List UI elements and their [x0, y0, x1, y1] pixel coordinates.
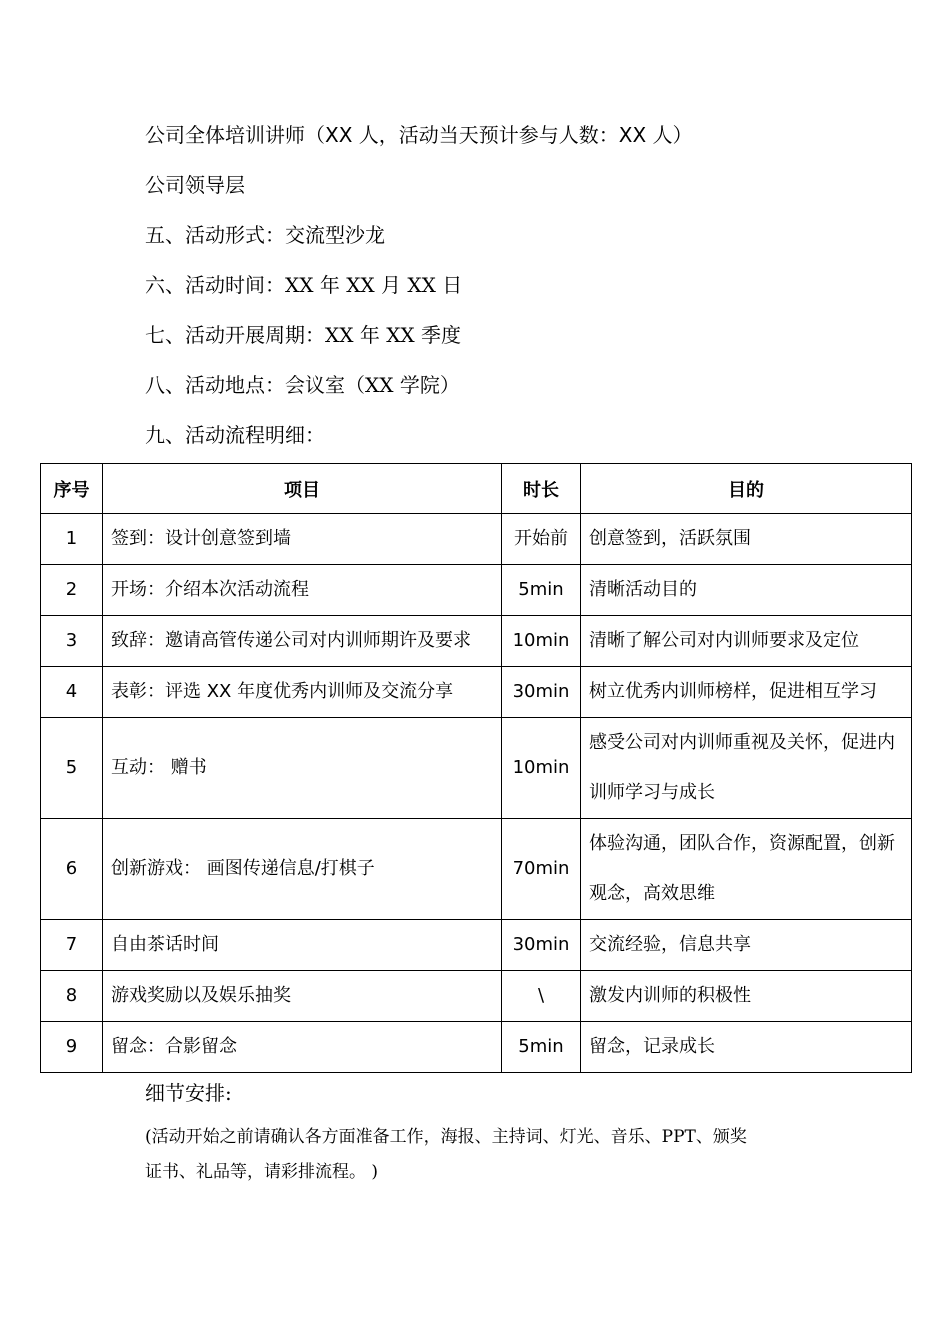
row-purpose: 清晰了解公司对内训师要求及定位: [581, 616, 912, 667]
row-num: 9: [41, 1022, 103, 1073]
row-num: 7: [41, 920, 103, 971]
row-num: 6: [41, 819, 103, 920]
row-num: 8: [41, 971, 103, 1022]
leaders-line: 公司领导层: [145, 173, 245, 197]
activity-time-line: 六、活动时间：XX 年 XX 月 XX 日: [145, 273, 463, 297]
row-num: 2: [41, 565, 103, 616]
row-item: 表彰：评选 XX 年度优秀内训师及交流分享: [103, 667, 502, 718]
table-row: [41, 667, 912, 718]
details-title: 细节安排:: [145, 1081, 232, 1105]
row-num: 1: [41, 514, 103, 565]
row-purpose: 交流经验，信息共享: [581, 920, 912, 971]
row-item: 开场：介绍本次活动流程: [103, 565, 502, 616]
row-purpose: 激发内训师的积极性: [581, 971, 912, 1022]
activity-location-line: 八、活动地点：会议室（XX 学院）: [145, 373, 460, 397]
table-row: [41, 920, 912, 971]
row-item: 自由茶话时间: [103, 920, 502, 971]
row-duration: \: [502, 971, 581, 1022]
table-header-row: [41, 464, 912, 514]
table-row: [41, 718, 912, 819]
trainers-line: 公司全体培训讲师（XX 人，活动当天预计参与人数：XX 人）: [145, 123, 693, 147]
flow-section-title: 九、活动流程明细：: [145, 423, 325, 447]
row-purpose: 留念，记录成长: [581, 1022, 912, 1073]
details-note-line-1: (活动开始之前请确认各方面准备工作，海报、主持词、灯光、音乐、PPT、颁奖: [145, 1127, 747, 1147]
row-duration: 10min: [502, 616, 581, 667]
activity-flow-table: [40, 463, 912, 1073]
row-num: 3: [41, 616, 103, 667]
header-item: 项目: [103, 464, 502, 514]
header-duration: 时长: [502, 464, 581, 514]
activity-form-line: 五、活动形式：交流型沙龙: [145, 223, 385, 247]
row-duration: 30min: [502, 920, 581, 971]
row-item: 游戏奖励以及娱乐抽奖: [103, 971, 502, 1022]
header-purpose: 目的: [581, 464, 912, 514]
row-item: 签到：设计创意签到墙: [103, 514, 502, 565]
row-purpose: 体验沟通，团队合作，资源配置，创新观念，高效思维: [581, 819, 912, 920]
activity-period-line: 七、活动开展周期：XX 年 XX 季度: [145, 323, 462, 347]
row-item: 互动： 赠书: [103, 718, 502, 819]
header-num: 序号: [41, 464, 103, 514]
row-purpose: 树立优秀内训师榜样，促进相互学习: [581, 667, 912, 718]
row-duration: 70min: [502, 819, 581, 920]
row-duration: 5min: [502, 565, 581, 616]
table-row: [41, 514, 912, 565]
table-row: [41, 616, 912, 667]
row-item: 创新游戏： 画图传递信息/打棋子: [103, 819, 502, 920]
row-purpose: 创意签到，活跃氛围: [581, 514, 912, 565]
row-duration: 开始前: [502, 514, 581, 565]
row-item: 留念：合影留念: [103, 1022, 502, 1073]
table-row: [41, 971, 912, 1022]
details-note-line-2: 证书、礼品等，请彩排流程。 ): [145, 1162, 379, 1182]
row-num: 5: [41, 718, 103, 819]
row-duration: 30min: [502, 667, 581, 718]
row-item: 致辞：邀请高管传递公司对内训师期许及要求: [103, 616, 502, 667]
row-purpose: 清晰活动目的: [581, 565, 912, 616]
row-purpose: 感受公司对内训师重视及关怀，促进内训师学习与成长: [581, 718, 912, 819]
table-row: [41, 819, 912, 920]
table-row: [41, 1022, 912, 1073]
table-row: [41, 565, 912, 616]
row-num: 4: [41, 667, 103, 718]
row-duration: 10min: [502, 718, 581, 819]
row-duration: 5min: [502, 1022, 581, 1073]
